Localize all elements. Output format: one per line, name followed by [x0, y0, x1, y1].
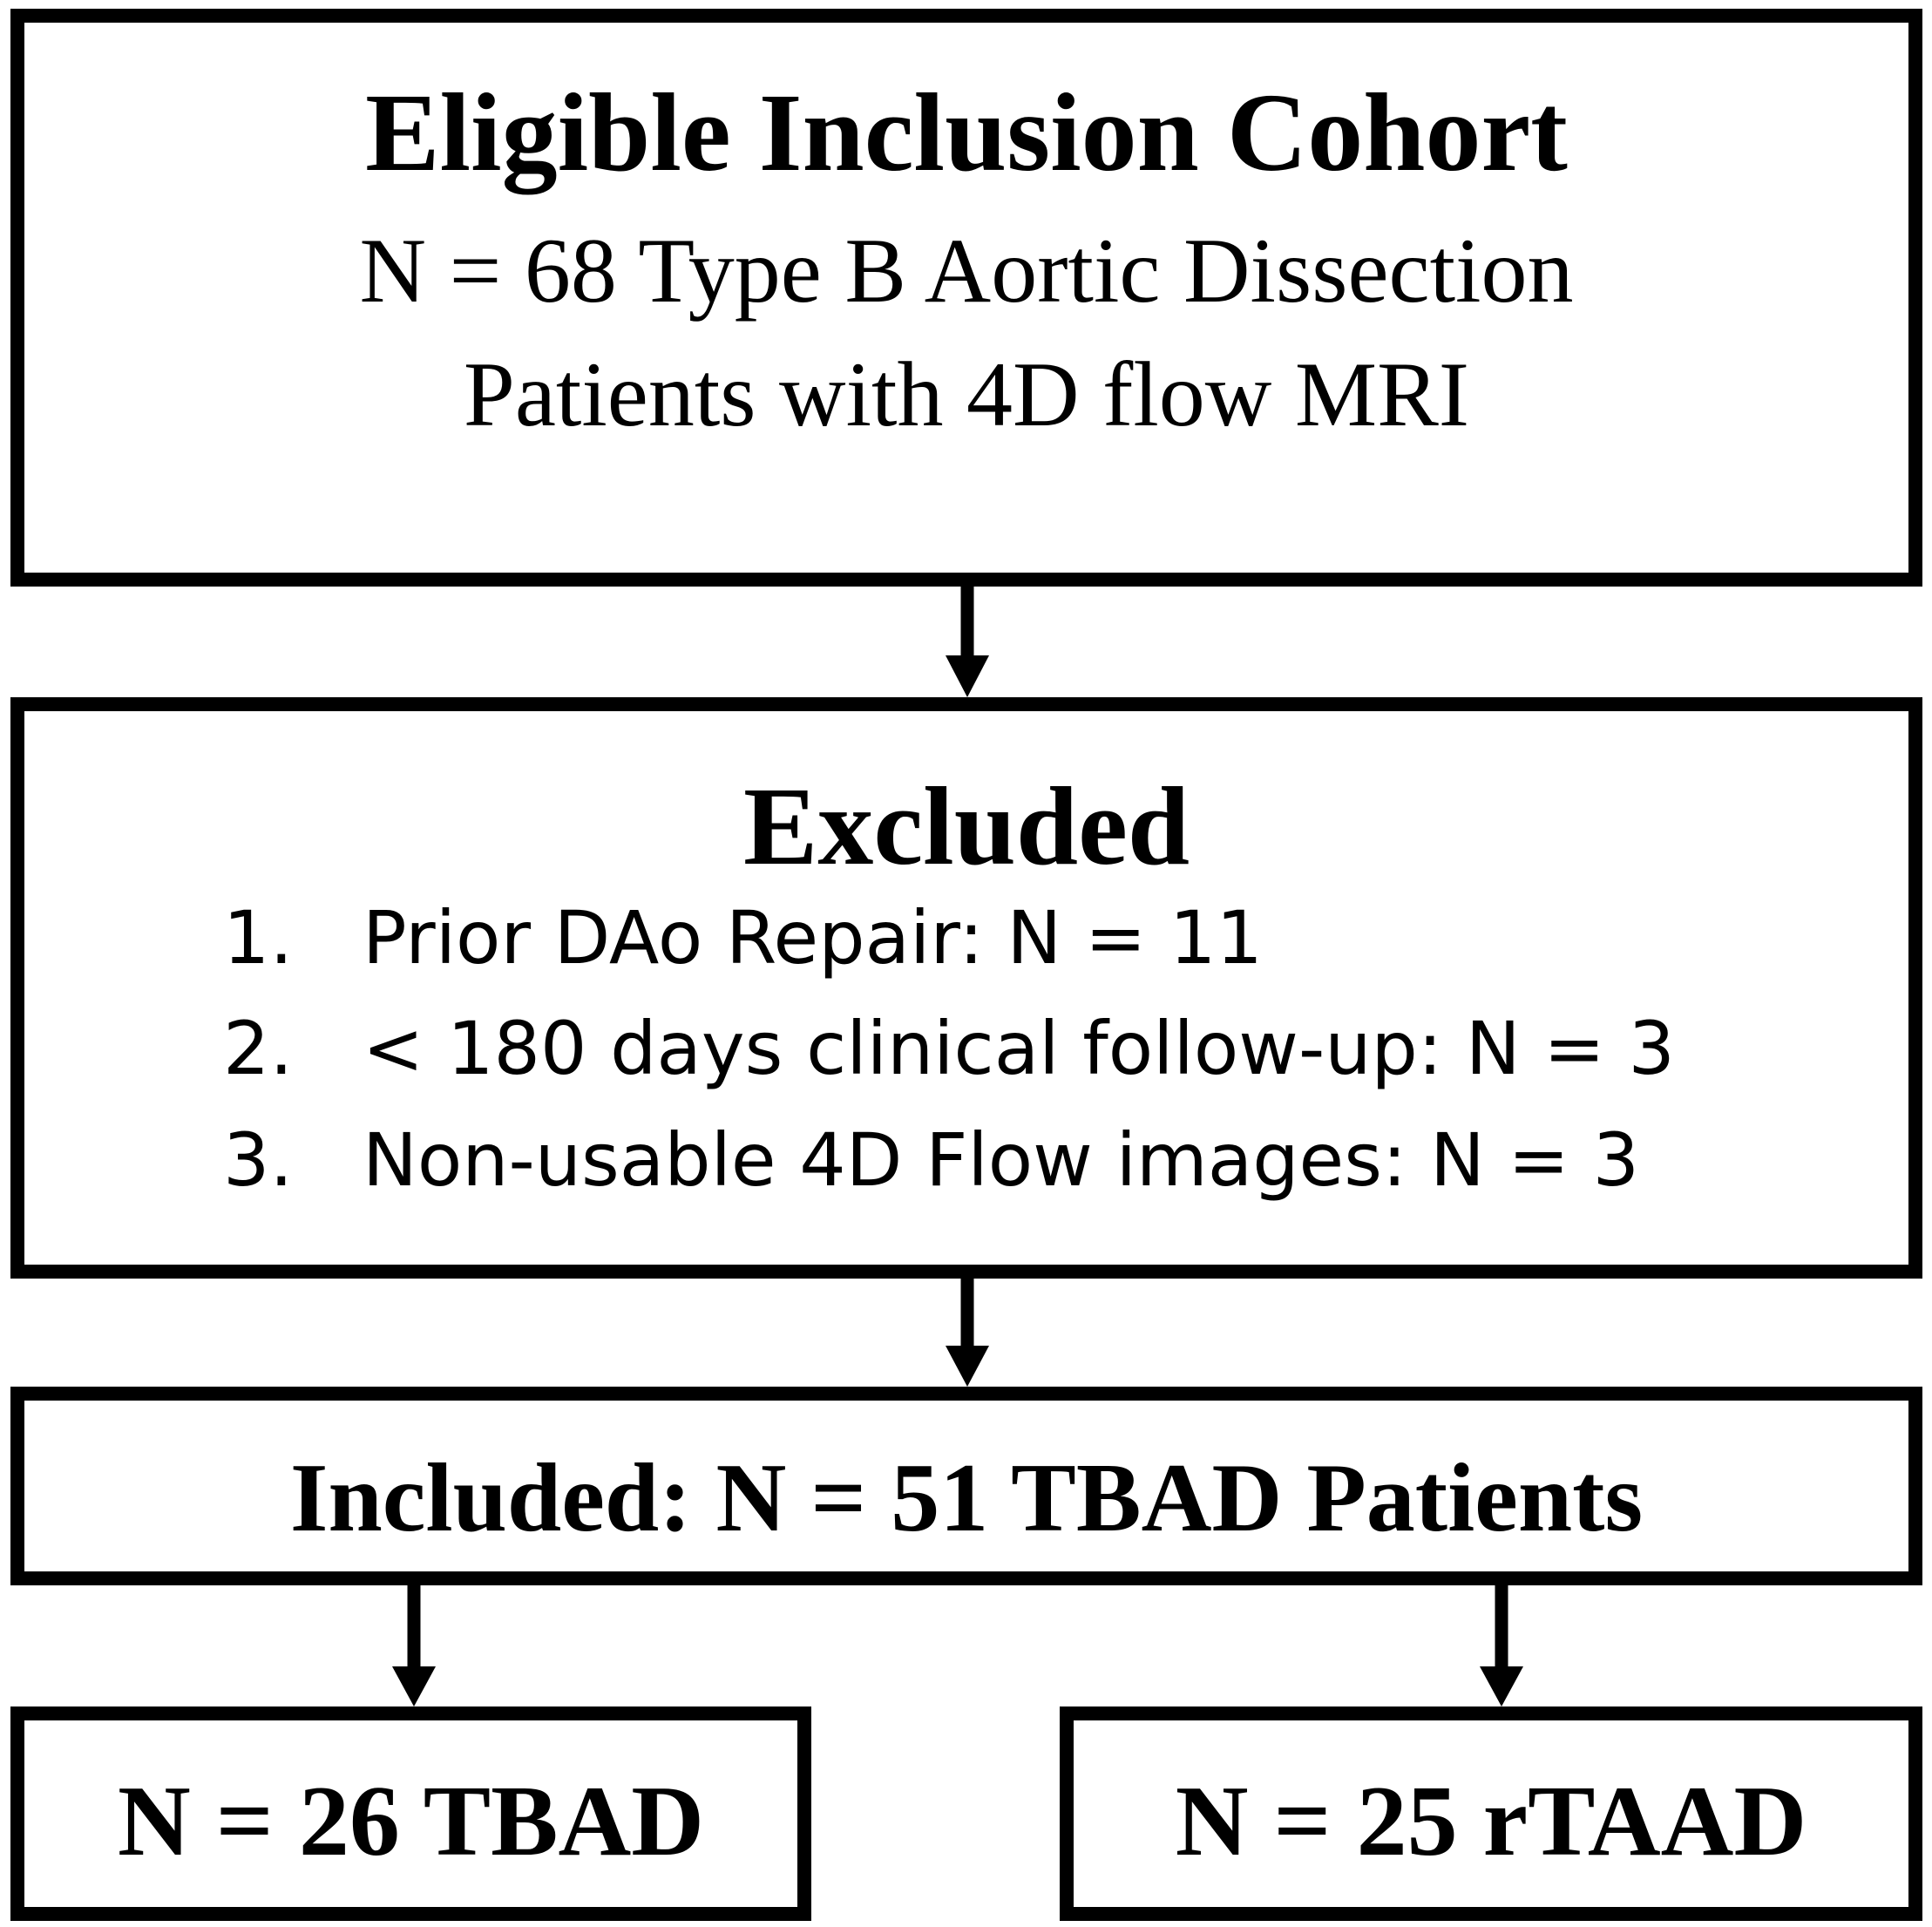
eligible-cohort-count: N = 68 Type B Aortic Dissection [359, 220, 1574, 322]
rtaad-group-box [1060, 1706, 1922, 1921]
excluded-item-text: Non-usable 4D Flow images: N = 3 [363, 1117, 1640, 1203]
tbad-group-box [10, 1706, 811, 1921]
excluded-item-number: 1. [223, 895, 294, 980]
tbad-group-count: N = 26 TBAD [117, 1766, 705, 1877]
excluded-item [223, 895, 1263, 980]
excluded-item-text: Prior DAo Repair: N = 11 [363, 895, 1263, 980]
excluded-title: Excluded [742, 764, 1190, 888]
excluded-item-number: 3. [223, 1117, 294, 1203]
excluded-item [223, 1006, 1675, 1091]
excluded-box [10, 697, 1922, 1279]
arrow-eligible-to-excluded [946, 587, 989, 697]
included-box [10, 1387, 1922, 1585]
excluded-item-number: 2. [223, 1006, 294, 1091]
rtaad-group-count: N = 25 rTAAD [1175, 1766, 1807, 1877]
eligible-cohort-title: Eligible Inclusion Cohort [365, 71, 1568, 194]
excluded-item [223, 1117, 1640, 1203]
included-count: Included: N = 51 TBAD Patients [289, 1444, 1644, 1552]
excluded-item-text: < 180 days clinical follow-up: N = 3 [363, 1006, 1675, 1091]
eligible-cohort-description: Patients with 4D flow MRI [463, 343, 1470, 445]
arrow-excluded-to-included [946, 1279, 989, 1387]
arrow-included-to-tbad [392, 1585, 436, 1706]
eligible-cohort-box [10, 9, 1922, 587]
arrow-included-to-rtaad [1480, 1585, 1523, 1706]
